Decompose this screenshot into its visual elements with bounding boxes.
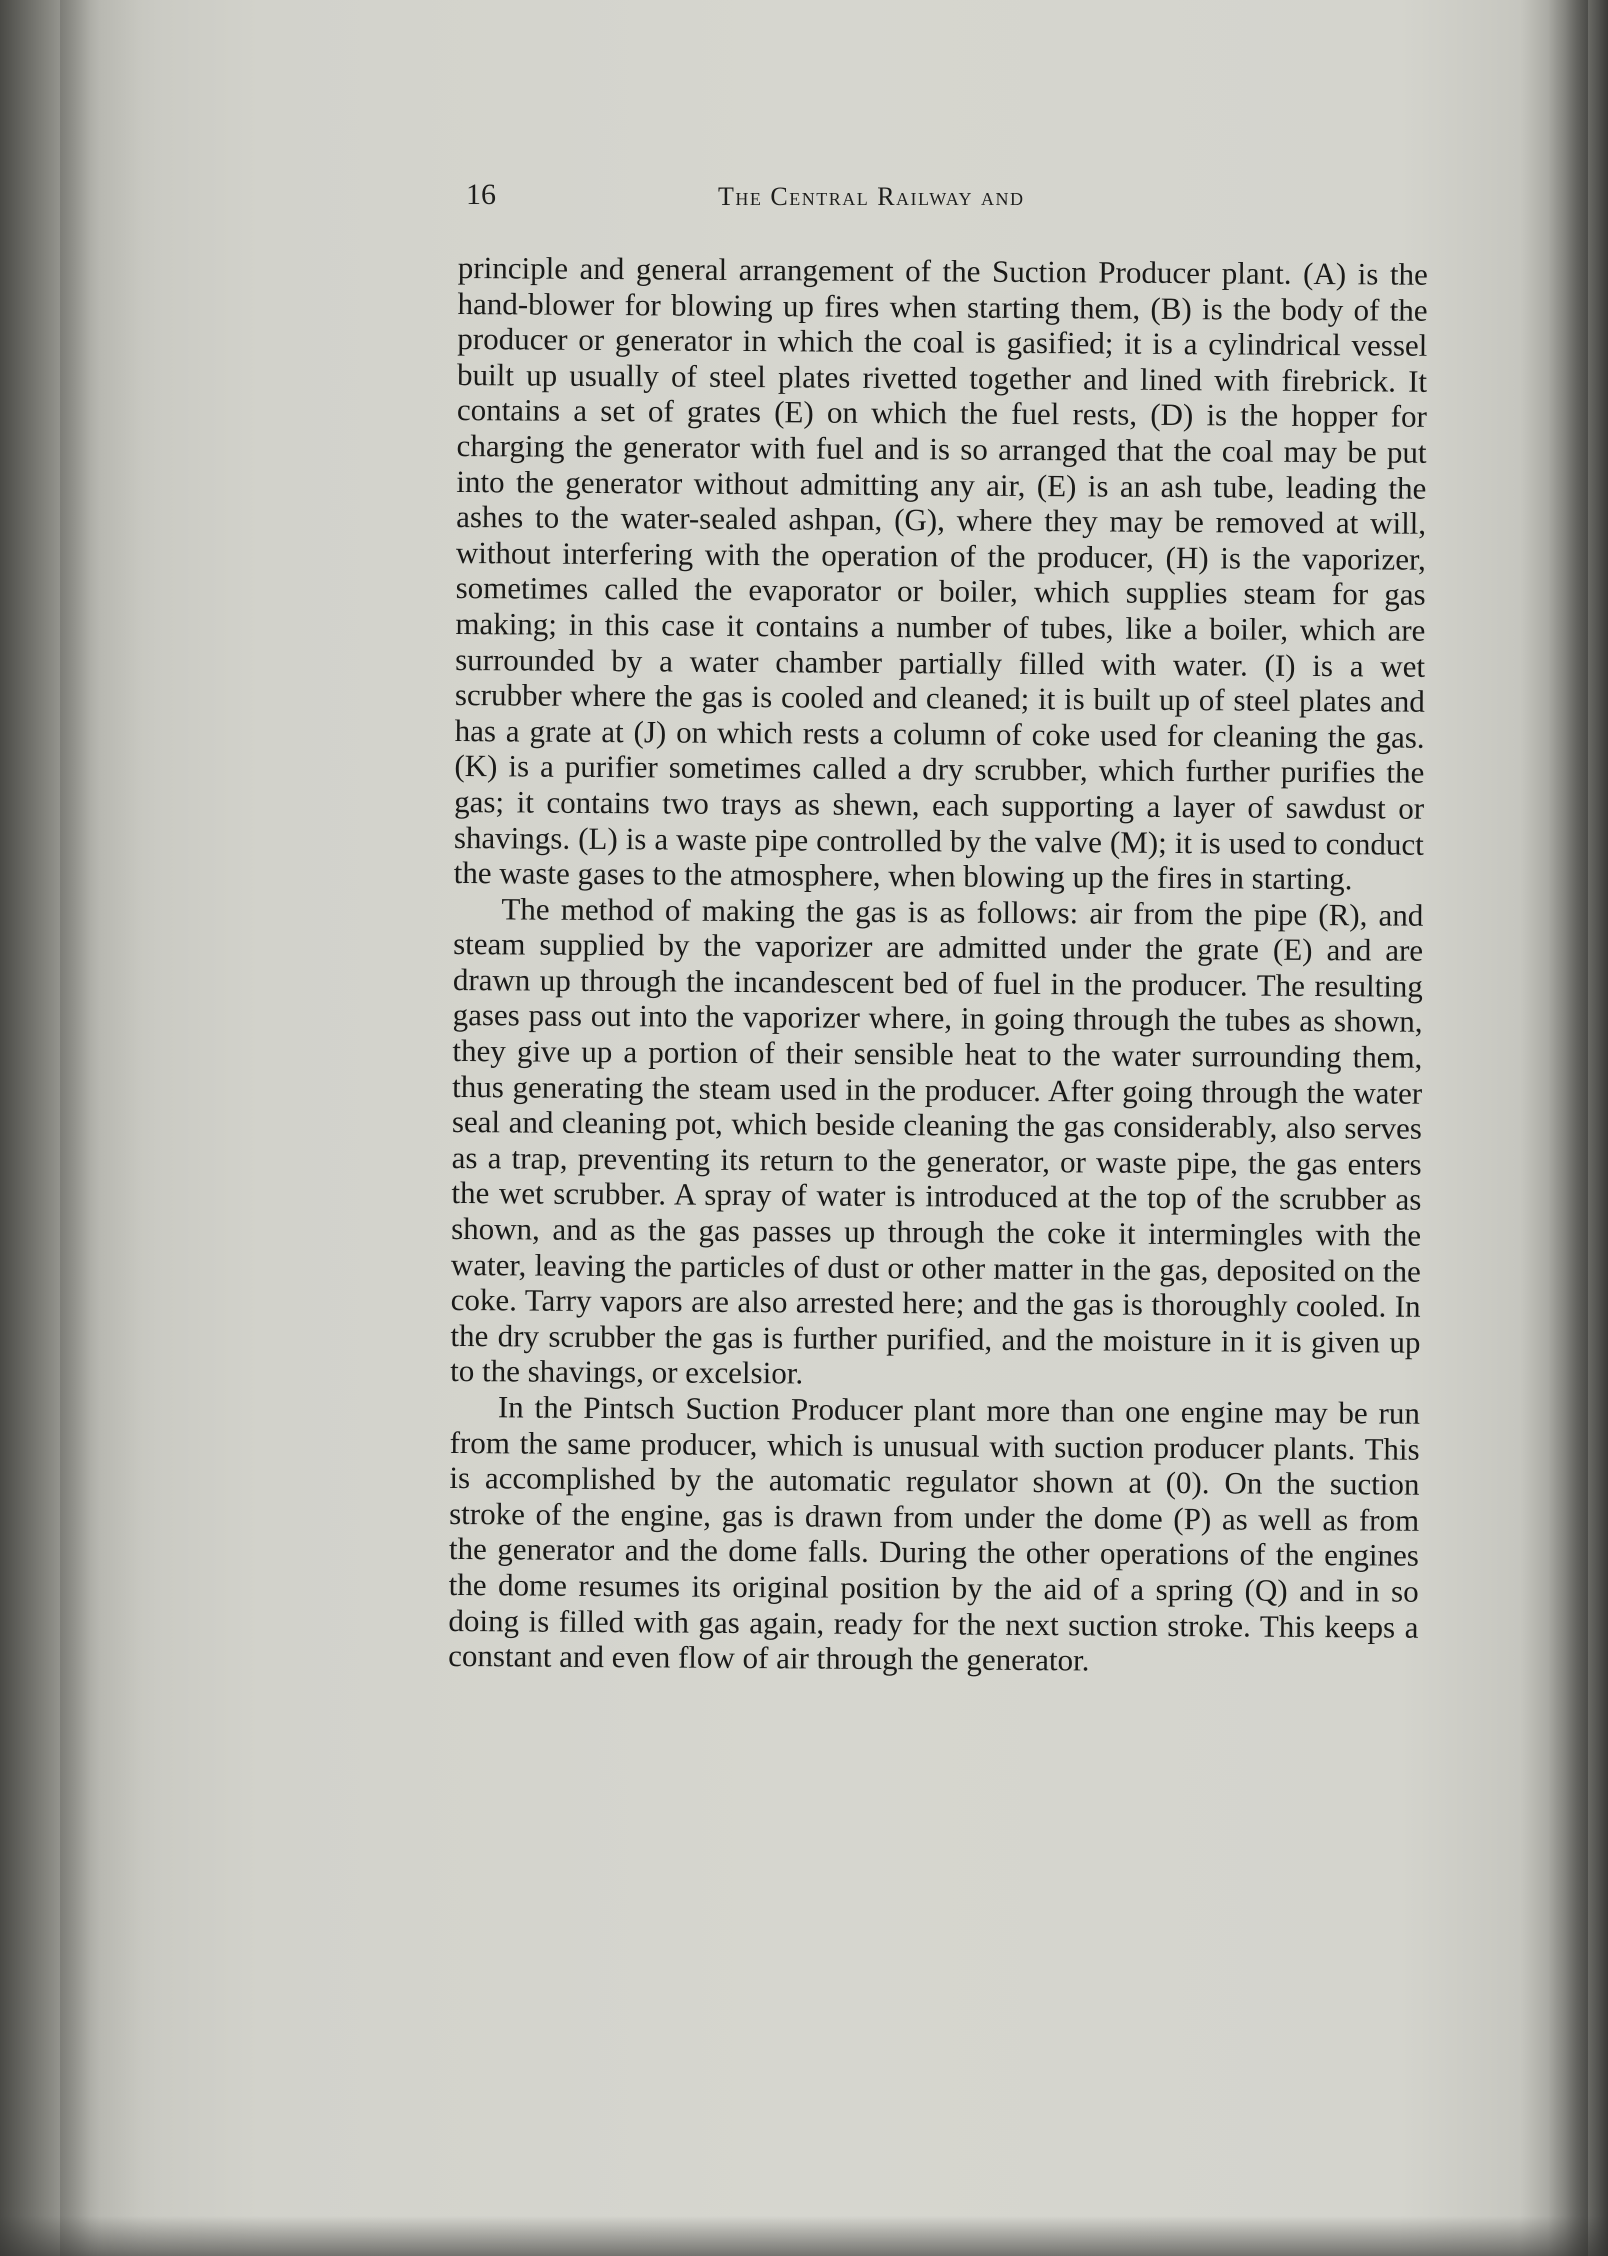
page-number: 16 (466, 178, 496, 211)
page-edge-shadow (1548, 0, 1588, 2256)
paragraph: principle and general arrangement of the Suction Producer plant. (A) is the hand-blower for blowing up fires when starting them, (B) is the body of the producer or generator in which the coal is gasified; it is a cylindrical vessel built up usually of steel plates rivetted together and lined with firebrick. It contains a set of grates (E) on which the fuel rests, (D) is the hopper for charging the generator with fuel and is so arranged that the coal may be put into the generator without admitting any air, (E) is an ash tube, leading the ashes to the water-sealed ashpan, (G), where they may be removed at will, without interfering with the operation of the producer, (H) is the vaporizer, sometimes called the evaporator or boiler, which supplies steam for gas making; in this case it contains a number of tubes, like a boiler, which are surrounded by a water chamber partially filled with water. (I) is a wet scrubber where the gas is cooled and cleaned; it is built up of steel plates and has a grate at (J) on which rests a column of coke used for cleaning the gas. (K) is a purifier sometimes called a dry scrubber, which further purifies the gas; it contains two trays as shewn, each supporting a layer of sawdust or shavings. (L) is a waste pipe controlled by the valve (M); it is used to conduct the waste gases to the atmosphere, when blowing up the fires in starting. (453, 250, 1428, 897)
bottom-edge-shadow (0, 2216, 1608, 2256)
body-text (448, 250, 1428, 1680)
page-header (466, 178, 1466, 218)
running-head: The Central Railway and (718, 182, 1025, 211)
paragraph: The method of making the gas is as follows: air from the pipe (R), and steam supplied by the vaporizer are admitted under the grate (E) and are drawn up through the incandescent bed of fuel in the producer. The resulting gases pass out into the vaporizer where, in going through the tubes as shown, they give up a portion of their sensible heat to the water surrounding them, thus generating the steam used in the producer. After going through the water seal and cleaning pot, which beside cleaning the gas considerably, also serves as a trap, preventing its return to the generator, or waste pipe, the gas enters the wet scrubber. A spray of water is introduced at the top of the scrubber as shown, and as the gas passes up through the coke it intermingles with the water, leaving the particles of dust or other matter in the gas, deposited on the coke. Tarry vapors are also arrested here; and the gas is thoroughly cooled. In the dry scrubber the gas is further purified, and the moisture in it is given up to the shavings, or excelsior. (450, 891, 1424, 1391)
paragraph: In the Pintsch Suction Producer plant more than one engine may be run from the same producer, which is unusual with suction producer plants. This is accomplished by the automatic regulator shown at (0). On the suction stroke of the engine, gas is drawn from under the dome (P) as well as from the generator and the dome falls. During the other operations of the engines the dome resumes its original position by the aid of a spring (Q) and in so doing is filled with gas again, ready for the next suction stroke. This keeps a constant and even flow of air through the generator. (448, 1389, 1421, 1678)
book-binding-shadow (60, 0, 160, 2256)
